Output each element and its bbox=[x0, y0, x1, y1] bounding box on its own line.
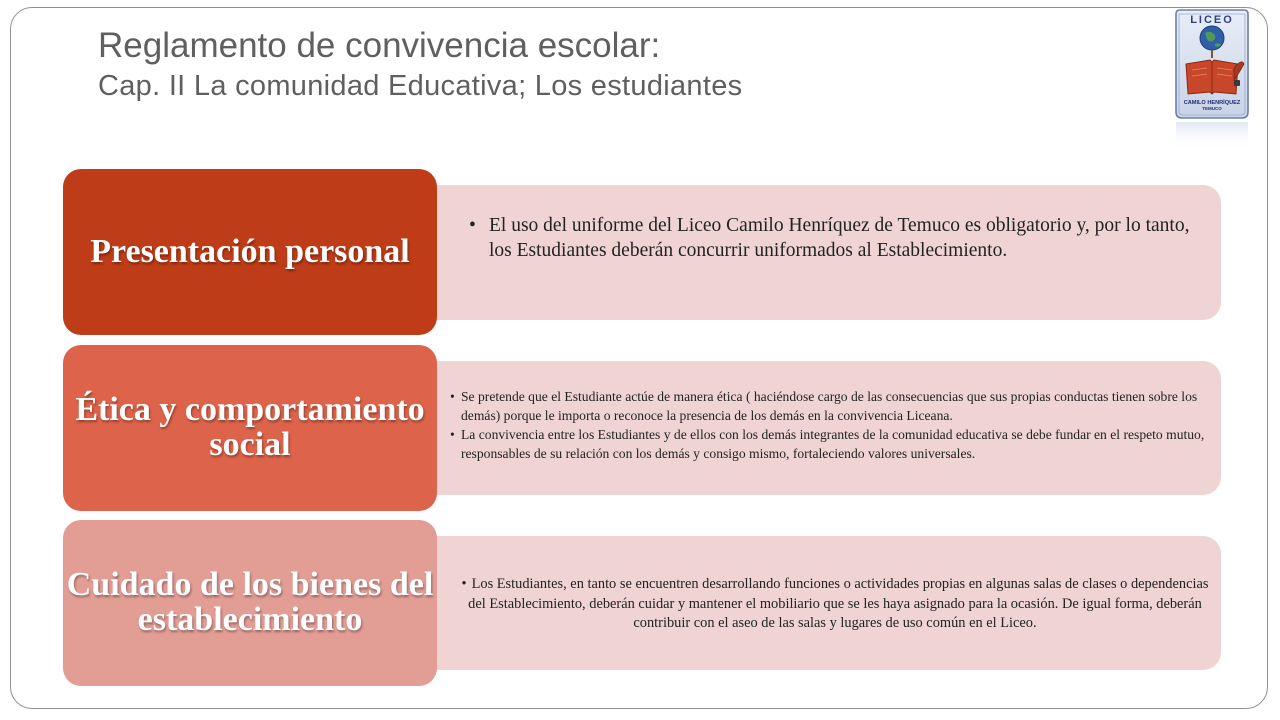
bullet-list bbox=[469, 213, 1214, 263]
section-label: Ética y comportamiento social bbox=[75, 391, 425, 463]
section-presentacion-personal bbox=[63, 169, 1223, 335]
school-logo bbox=[1172, 8, 1252, 154]
section-cuidado-bienes bbox=[63, 520, 1223, 686]
bullet-item: • Los Estudiantes, en tanto se encuentren desarrollando funciones o actividades propias en algunas salas de clases o dependencias del Establecimiento, deberán cuidar y mantener el mobiliario que se les haya asignado para la ocasión. De igual forma, deberán contribuir con el aseo de las salas y lugares de uso común en el Liceo. bbox=[455, 575, 1215, 634]
bullet-item: • Se pretende que el Estudiante actúe de manera ética ( haciéndose cargo de las consecuencias que sus propias conductas tienen sobre los demás) porque le importa o reconoce la presencia de los demás en la convivencia Liceana. bbox=[450, 387, 1215, 425]
section-label-box bbox=[63, 169, 437, 335]
slide-header bbox=[98, 24, 1138, 104]
svg-text:TEMUCO: TEMUCO bbox=[1202, 106, 1222, 111]
section-etica-comportamiento bbox=[63, 345, 1223, 511]
section-label-box bbox=[63, 520, 437, 686]
slide-title: Reglamento de convivencia escolar: bbox=[98, 26, 661, 65]
section-label-box bbox=[63, 345, 437, 511]
school-crest-icon bbox=[1172, 8, 1252, 154]
svg-text:CAMILO HENRÍQUEZ: CAMILO HENRÍQUEZ bbox=[1183, 100, 1241, 106]
bullet-item: • El uso del uniforme del Liceo Camilo Henríquez de Temuco es obligatorio y, por lo tanto, los Estudiantes deberán concurrir uniformados al Establecimiento. bbox=[469, 213, 1214, 263]
section-label: Cuidado de los bienes del establecimiento bbox=[66, 566, 434, 638]
bullet-item: • La convivencia entre los Estudiantes y de ellos con los demás integrantes de la comunidad educativa se debe fundar en el respeto mutuo, responsables de su relación con los demás y consigo mismo, fortaleciendo valores universales. bbox=[450, 425, 1215, 463]
bullet-list bbox=[450, 387, 1215, 463]
svg-text:LICEO: LICEO bbox=[1190, 14, 1234, 26]
section-label: Presentación personal bbox=[90, 232, 410, 270]
bullet-list bbox=[455, 575, 1215, 634]
slide-subtitle: Cap. II La comunidad Educativa; Los estudiantes bbox=[98, 70, 743, 102]
